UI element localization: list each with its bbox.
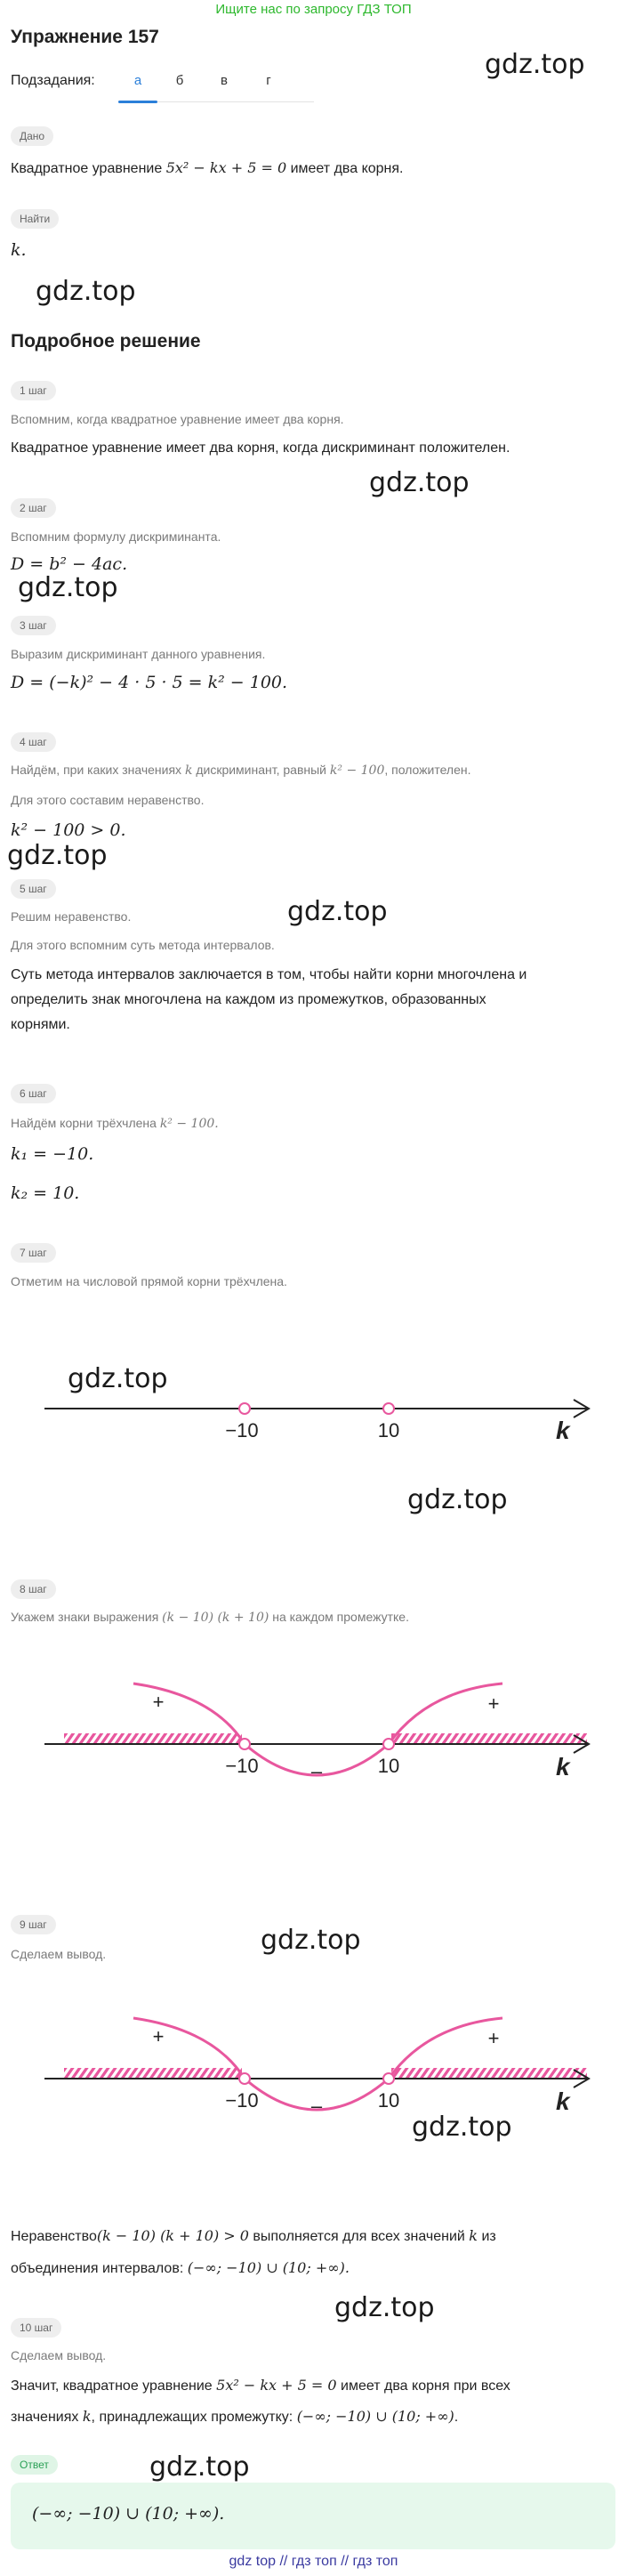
step-3-badge: 3 шаг bbox=[11, 616, 56, 635]
watermark: gdz.top bbox=[369, 467, 470, 498]
sign-minus: – bbox=[310, 1760, 323, 1782]
step-5-note: Решим неравенство. bbox=[11, 909, 132, 924]
step-9-badge: 9 шаг bbox=[11, 1915, 56, 1934]
page-title: Упражнение 157 bbox=[11, 27, 159, 47]
answer-value: (−∞; −10) ∪ (10; +∞). bbox=[32, 2504, 225, 2524]
step-8-badge: 8 шаг bbox=[11, 1579, 56, 1599]
left-root-label: −10 bbox=[225, 2089, 259, 2112]
step-6-root1: k₁ = −10. bbox=[11, 1144, 94, 1164]
watermark: gdz.top bbox=[412, 2112, 512, 2143]
watermark: gdz.top bbox=[68, 1363, 168, 1394]
number-line-conclusion bbox=[0, 2007, 627, 2131]
sign-plus-left: + bbox=[152, 2025, 165, 2047]
step-7-badge: 7 шаг bbox=[11, 1243, 56, 1263]
number-line-roots bbox=[0, 1370, 627, 1450]
conclusion-9-line2: объединения интервалов: (−∞; −10) ∪ (10; +∞). bbox=[11, 2259, 350, 2276]
subtasks-label: Подзадания: bbox=[11, 73, 95, 88]
watermark: gdz.top bbox=[334, 2292, 435, 2323]
step-6-note: Найдём корни трёхчлена k² − 100. bbox=[11, 1116, 219, 1131]
step-5-note2: Для этого вспомним суть метода интервалов. bbox=[11, 938, 275, 952]
step-3-formula: D = (−k)² − 4 · 5 · 5 = k² − 100. bbox=[11, 673, 288, 692]
given-badge: Дано bbox=[11, 126, 53, 146]
conclusion-9-line1: Неравенство(k − 10) (k + 10) > 0 выполняется для всех значений k из bbox=[11, 2227, 496, 2244]
watermark: gdz.top bbox=[287, 896, 388, 927]
tab-b[interactable]: б bbox=[175, 73, 184, 88]
sign-plus-right: + bbox=[487, 1692, 500, 1715]
watermark: gdz.top bbox=[36, 276, 136, 307]
step-4-note2: Для этого составим неравенство. bbox=[11, 793, 205, 807]
tab-v[interactable]: в bbox=[221, 73, 228, 88]
step-10-note: Сделаем вывод. bbox=[11, 2348, 107, 2362]
step-4-badge: 4 шаг bbox=[11, 732, 56, 752]
top-banner[interactable]: Ищите нас по запросу ГДЗ ТОП bbox=[215, 2, 412, 17]
step-5-text-line: корнями. bbox=[11, 1017, 70, 1032]
active-tab-indicator bbox=[118, 101, 157, 103]
solution-title: Подробное решение bbox=[11, 331, 201, 351]
step-5-text-line: Суть метода интервалов заключается в том, чтобы найти корни многочлена и bbox=[11, 967, 527, 982]
conclusion-10-line1: Значит, квадратное уравнение 5x² − kx + 5 = 0 имеет два корня при всех bbox=[11, 2377, 510, 2394]
step-1-badge: 1 шаг bbox=[11, 381, 56, 400]
step-10-badge: 10 шаг bbox=[11, 2318, 61, 2338]
watermark: gdz.top bbox=[7, 840, 108, 871]
step-3-note: Выразим дискриминант данного уравнения. bbox=[11, 647, 266, 661]
axis-variable: k bbox=[556, 2087, 570, 2115]
find-value: k. bbox=[11, 240, 27, 260]
watermark: gdz.top bbox=[149, 2451, 250, 2483]
watermark: gdz.top bbox=[485, 49, 585, 80]
watermark: gdz.top bbox=[261, 1925, 361, 1956]
answer-box bbox=[11, 2483, 615, 2549]
step-8-note: Укажем знаки выражения (k − 10) (k + 10) на каждом промежутке. bbox=[11, 1610, 409, 1625]
watermark: gdz.top bbox=[407, 1484, 508, 1515]
sign-plus-right: + bbox=[487, 2027, 500, 2049]
step-2-note: Вспомним формулу дискриминанта. bbox=[11, 529, 221, 544]
left-root-label: −10 bbox=[225, 1755, 259, 1777]
step-6-badge: 6 шаг bbox=[11, 1084, 56, 1103]
axis-variable: k bbox=[556, 1417, 570, 1444]
watermark: gdz.top bbox=[18, 572, 118, 603]
step-7-note: Отметим на числовой прямой корни трёхчлена. bbox=[11, 1274, 287, 1288]
step-9-note: Сделаем вывод. bbox=[11, 1947, 107, 1961]
conclusion-10-line2: значениях k, принадлежащих промежутку: (−∞; −10) ∪ (10; +∞). bbox=[11, 2408, 459, 2425]
footer-links[interactable]: gdz top // гдз топ // гдз топ bbox=[229, 2554, 398, 2569]
answer-badge: Ответ bbox=[11, 2455, 58, 2475]
step-2-formula: D = b² − 4ac. bbox=[11, 554, 128, 574]
step-2-badge: 2 шаг bbox=[11, 498, 56, 518]
step-1-text: Квадратное уравнение имеет два корня, когда дискриминант положителен. bbox=[11, 440, 510, 456]
right-root-label: 10 bbox=[377, 2089, 400, 2112]
right-root-label: 10 bbox=[377, 1419, 400, 1441]
right-root-label: 10 bbox=[377, 1755, 400, 1777]
step-4-formula: k² − 100 > 0. bbox=[11, 820, 126, 840]
left-root-label: −10 bbox=[225, 1419, 259, 1441]
tab-g[interactable]: г bbox=[266, 73, 271, 88]
axis-variable: k bbox=[556, 1753, 570, 1781]
sign-plus-left: + bbox=[152, 1691, 165, 1713]
given-text: Квадратное уравнение 5x² − kx + 5 = 0 имеет два корня. bbox=[11, 159, 404, 176]
sign-minus: – bbox=[310, 2095, 323, 2117]
find-badge: Найти bbox=[11, 209, 59, 229]
tab-a[interactable]: а bbox=[133, 73, 142, 88]
step-5-text-line: определить знак многочлена на каждом из промежутков, образованных bbox=[11, 992, 486, 1007]
number-line-signs bbox=[0, 1673, 627, 1797]
step-6-root2: k₂ = 10. bbox=[11, 1183, 80, 1203]
step-5-badge: 5 шаг bbox=[11, 879, 56, 899]
step-4-note: Найдём, при каких значениях k дискриминант, равный k² − 100, положителен. bbox=[11, 763, 471, 778]
step-1-note: Вспомним, когда квадратное уравнение имеет два корня. bbox=[11, 412, 344, 426]
